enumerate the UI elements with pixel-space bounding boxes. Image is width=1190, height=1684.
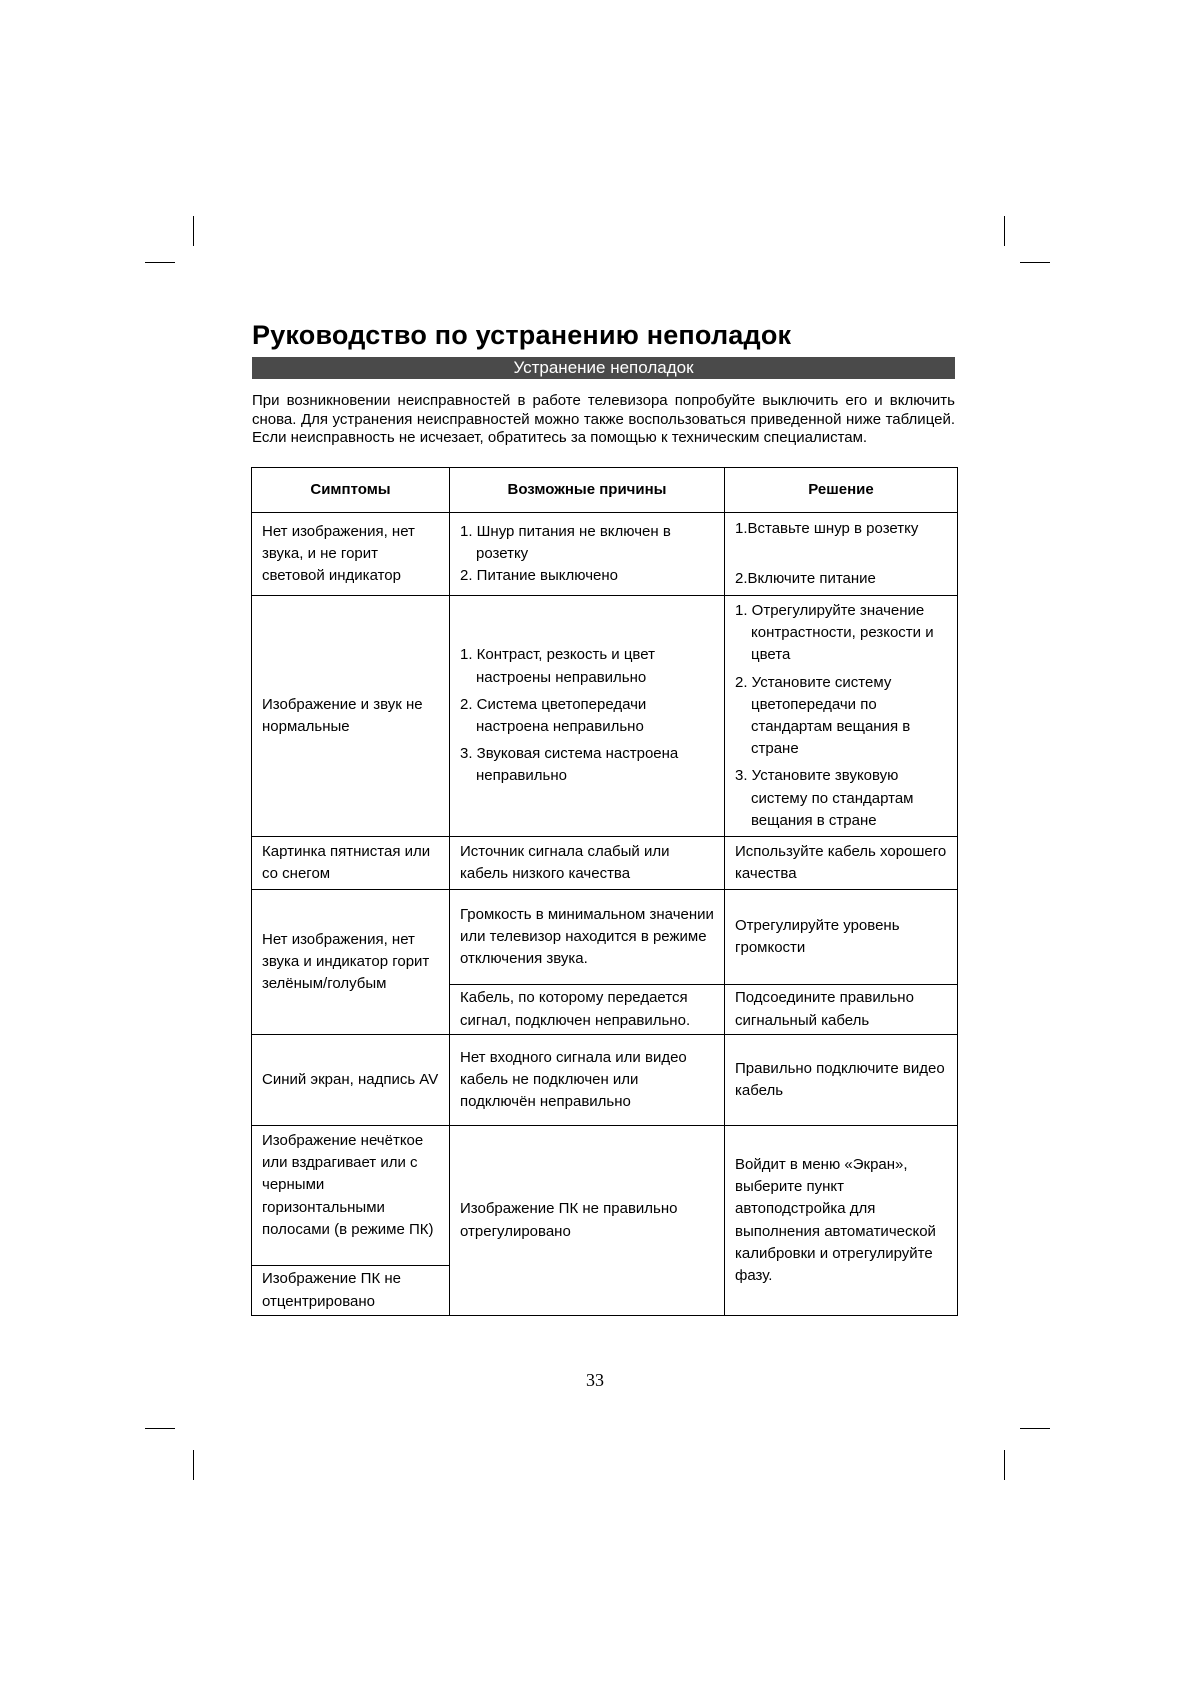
- symptom-cell: Изображение ПК не отцентрировано: [252, 1266, 450, 1316]
- symptom-cell: Нет изображения, нет звука и индикатор горит зелёным/голубым: [252, 890, 450, 1035]
- cause-cell: Громкость в минимальном значении или телевизор находится в режиме отключения звука.: [450, 890, 725, 985]
- table-row: [252, 837, 958, 890]
- cause-cell: Источник сигнала слабый или кабель низкого качества: [450, 837, 725, 890]
- crop-mark: [145, 1428, 175, 1429]
- cause-item: 1. Шнур питания не включен в розетку: [460, 522, 671, 562]
- table-row: [252, 596, 958, 837]
- solution-cell: Войдит в меню «Экран», выберите пункт автоподстройка для выполнения автоматической калибровки и отрегулируйте фазу.: [725, 1126, 958, 1316]
- header-solution: Решение: [725, 468, 958, 513]
- cause-cell: Кабель, по которому передается сигнал, подключен неправильно.: [450, 985, 725, 1035]
- symptom-cell: Изображение и звук не нормальные: [252, 596, 450, 837]
- solution-item: 1.Вставьте шнур в розетку: [735, 519, 919, 537]
- crop-mark: [1020, 262, 1050, 263]
- solution-item: 3. Установите звуковую систему по стандартам вещания в стране: [735, 767, 914, 829]
- cause-cell: Изображение ПК не правильно отрегулировано: [450, 1126, 725, 1316]
- crop-mark: [1020, 1428, 1050, 1429]
- section-banner: Устранение неполадок: [252, 357, 955, 379]
- cause-item: 3. Звуковая система настроена неправильно: [460, 745, 679, 785]
- solution-cell: Подсоедините правильно сигнальный кабель: [725, 985, 958, 1035]
- crop-mark: [1004, 1450, 1005, 1480]
- table-row: [252, 513, 958, 596]
- cause-cell: [450, 596, 725, 837]
- cause-item: 1. Контраст, резкость и цвет настроены неправильно: [460, 646, 655, 686]
- solution-item: 2.Включите питание: [735, 570, 876, 587]
- symptom-cell: Изображение нечёткое или вздрагивает или с черными горизонтальными полосами (в режиме ПК): [252, 1126, 450, 1266]
- troubleshooting-table: [251, 467, 958, 1316]
- solution-item: 2. Установите систему цветопередачи по стандартам вещания в стране: [735, 673, 911, 758]
- page-title: Руководство по устранению неполадок: [252, 320, 792, 350]
- intro-paragraph: При возникновении неисправностей в работе телевизора попробуйте выключить его и включить снова. Для устранения неисправностей можно также воспользоваться приведенной ниже таблицей. Если неисправность не исчезает, обратитесь за помощью к техническим специалистам.: [252, 392, 955, 446]
- cause-cell: Нет входного сигнала или видео кабель не подключен или подключён неправильно: [450, 1035, 725, 1126]
- cause-item: 2. Питание выключено: [460, 567, 618, 585]
- solution-cell: [725, 596, 958, 837]
- table-row: [252, 1035, 958, 1126]
- table-row: [252, 890, 958, 985]
- solution-cell: [725, 513, 958, 596]
- solution-cell: Отрегулируйте уровень громкости: [725, 890, 958, 985]
- crop-mark: [193, 216, 194, 246]
- solution-cell: Используйте кабель хорошего качества: [725, 837, 958, 890]
- header-causes: Возможные причины: [450, 468, 725, 513]
- cause-item: 2. Система цветопередачи настроена неправильно: [460, 695, 647, 735]
- page-number: 33: [586, 1370, 604, 1390]
- symptom-cell: Картинка пятнистая или со снегом: [252, 837, 450, 890]
- symptom-cell: Синий экран, надпись AV: [252, 1035, 450, 1126]
- crop-mark: [145, 262, 175, 263]
- solution-cell: Правильно подключите видео кабель: [725, 1035, 958, 1126]
- table-row: [252, 1126, 958, 1266]
- crop-mark: [193, 1450, 194, 1480]
- table-header-row: [252, 468, 958, 513]
- symptom-cell: Нет изображения, нет звука, и не горит световой индикатор: [252, 513, 450, 596]
- crop-mark: [1004, 216, 1005, 246]
- cause-cell: [450, 513, 725, 596]
- solution-item: 1. Отрегулируйте значение контрастности, резкости и цвета: [735, 601, 934, 664]
- header-symptoms: Симптомы: [252, 468, 450, 513]
